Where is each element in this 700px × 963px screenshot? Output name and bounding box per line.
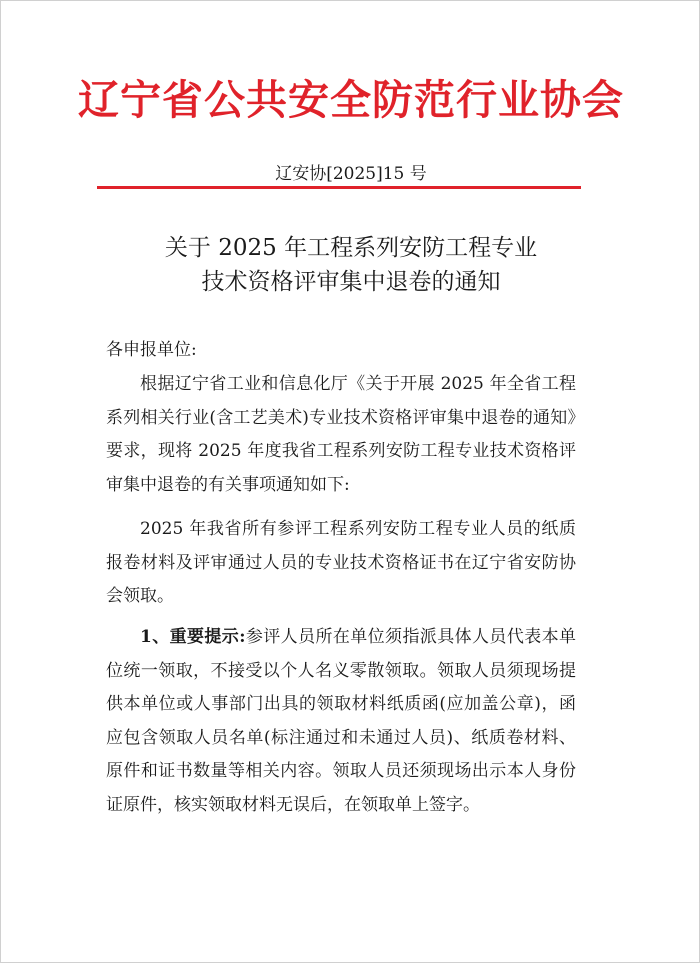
notice-title-line-2: 技术资格评审集中退卷的通知 — [201, 269, 501, 295]
important-notice-text: 参评人员所在单位须指派具体人员代表本单位统一领取，不接受以个人名义零散领取。领取人员须现场提供本单位或人事部门出具的领取材料纸质函(应加盖公章)，函应包含领取人员名单(标注通过和未通过人员)、纸质卷材料、原件和证书数量等相关内容。领取人员还须现场出示本人身份证原件，核实领取材料无误后，在领取单上签字。 — [106, 627, 577, 815]
body-paragraph-2: 2025 年我省所有参评工程系列安防工程专业人员的纸质报卷材料及评审通过人员的专业技术资格证书在辽宁省安防协会领取。 — [106, 519, 576, 606]
body-paragraph-important-notice — [106, 621, 576, 822]
important-notice-label: 1、重要提示: — [140, 627, 246, 647]
notice-title-line-1: 关于 2025 年工程系列安防工程专业 — [164, 235, 538, 261]
red-divider-line — [97, 186, 581, 189]
document-number: 辽安协[2025]15 号 — [275, 164, 427, 184]
body-paragraph-1: 根据辽宁省工业和信息化厅《关于开展 2025 年全省工程系列相关行业(含工艺美术)专业技术资格评审集中退卷的通知》要求，现将 2025 年度我省工程系列安防工程专业技术资格评审集中退卷的有关事项通知如下: — [106, 374, 576, 495]
organization-name: 辽宁省公共安全防范行业协会 — [78, 76, 624, 124]
salutation: 各申报单位: — [106, 340, 197, 360]
